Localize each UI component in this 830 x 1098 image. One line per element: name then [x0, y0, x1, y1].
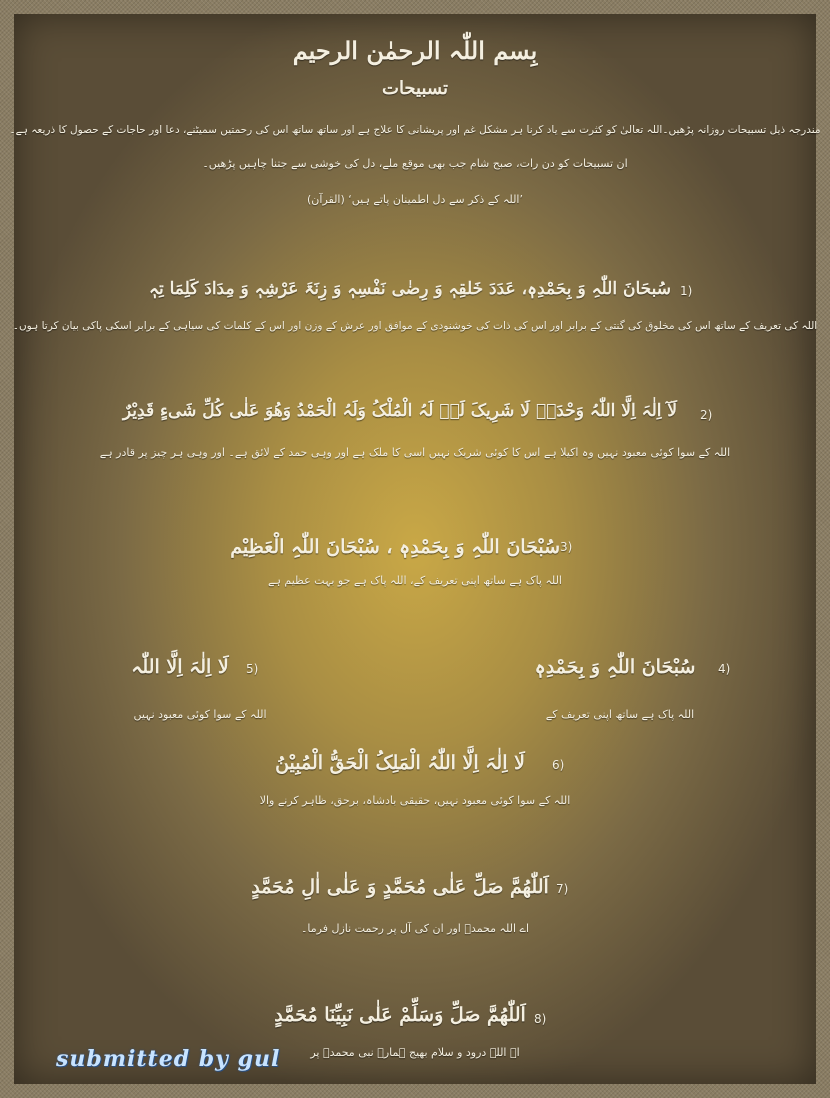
- tasbih-3-translation: اللہ پاک ہے ساتھ اپنی تعریف کے، اللہ پاک ہے جو بہت عظیم ہے: [268, 574, 562, 587]
- tasbih-6-arabic: لَا اِلٰہَ اِلَّا اللّٰہُ الْمَلِکُ الْحَقُّ الْمُبِیْنُ: [275, 752, 525, 774]
- tasbih-4-number: 4): [718, 662, 731, 676]
- tasbih-2-translation: اللہ کے سوا کوئی معبود نہیں وہ اکیلا ہے اس کا کوئی شریک نہیں اسی کا ملک ہے اور وہی حمد کے لائق ہے۔ اور وہی ہر چیز پر قادر ہے: [99, 446, 731, 459]
- bismillah-heading: بِسم اللّٰہ الرحمٰن الرحیم: [292, 36, 538, 65]
- tasbih-6-translation: اللہ کے سوا کوئی معبود نہیں، حقیقی بادشاہ، برحق، ظاہر کرنے والا: [259, 794, 571, 807]
- tasbih-2-number: 2): [700, 408, 713, 422]
- tasbih-6-number: 6): [552, 758, 565, 772]
- intro-line-1: مندرجہ ذیل تسبیحات روزانہ پڑھیں۔اللہ تعالیٰ کو کثرت سے یاد کرنا ہر مشکل غم اور پریشانی کا علاج ہے اور ساتھ ساتھ اس کی رحمتیں سمیٹنے، دعا اور حاجات کے حصول کا ذریعہ ہے۔: [9, 124, 821, 136]
- tasbih-1-number: 1): [680, 284, 693, 298]
- tasbih-3-number: 3): [560, 540, 573, 554]
- tasbih-1-translation: اللہ کی تعریف کے ساتھ اس کی مخلوق کی گنتی کے برابر اور اس کی ذات کی خوشنودی کے موافق اور عرش کے وزن اور اس کے کلمات کی سیاہی کے برابر اسکی پاکی بیان کرتا ہوں۔: [12, 320, 818, 332]
- page-title: تسبیحات: [382, 78, 448, 99]
- tasbih-4-arabic: سُبْحَانَ اللّٰہِ وَ بِحَمْدِہٖ: [534, 656, 696, 678]
- tasbih-8-arabic: اَللّٰھُمَّ صَلِّ وَسَلِّمْ عَلٰی نَبِیِّنَا مُحَمَّدٍ: [274, 1004, 526, 1026]
- tasbih-2-arabic: لَآ اِلٰہَ اِلَّا اللّٰہُ وَحْدَہٗ لَا شَرِیکَ لَہٗ لَہُ الْمُلْکُ وَلَہُ الْحَمْدُ وَھُوَ عَلٰی کُلِّ شَیءٍ قَدِیْرٌ: [122, 401, 678, 421]
- tasbih-3-arabic: سُبْحَانَ اللّٰہِ وَ بِحَمْدِہٖ ، سُبْحَانَ اللّٰہِ الْعَظِیْم: [230, 536, 560, 558]
- tasbih-7-translation: اے اللہ محمدؐ اور ان کی آل پر رحمت نازل فرما۔: [300, 922, 530, 935]
- tasbih-4-translation: اللہ پاک ہے ساتھ اپنی تعریف کے: [545, 708, 695, 721]
- tasbih-7-number: 7): [556, 882, 569, 896]
- tasbih-7-arabic: اَللّٰھُمَّ صَلِّ عَلٰی مُحَمَّدٍ وَ عَلٰی اٰلِ مُحَمَّدٍ: [251, 876, 549, 898]
- tasbih-5-arabic: لَا اِلٰہَ اِلَّا اللّٰہ: [131, 656, 229, 678]
- submitted-by-signature: submitted by gul: [56, 1046, 281, 1072]
- intro-line-2: ان تسبیحات کو دن رات، صبح شام جب بھی موقع ملے، دل کی خوشی سے جتنا چاہیں پڑھیں۔: [202, 157, 628, 170]
- quran-quote: ’اللہ کے ذکر سے دل اطمینان پاتے ہیں‘ (القرآن): [307, 193, 523, 206]
- tasbih-5-translation: اللہ کے سوا کوئی معبود نہیں: [133, 708, 267, 721]
- tasbih-1-arabic: سُبحَانَ اللّٰہِ وَ بِحَمْدِہٖ، عَدَدَ خَلقِہٖ وَ رِضٰی نَفْسِہٖ وَ زِنَۃَ عَرْشِہٖ وَ مِدَادَ کَلِمَا تِہٖ: [148, 279, 671, 299]
- tasbih-8-number: 8): [534, 1012, 547, 1026]
- tasbih-5-number: 5): [246, 662, 259, 676]
- tasbih-8-translation: اے اللہ درود و سلام بھیج ہمارے نبی محمدؐ پر: [310, 1046, 520, 1059]
